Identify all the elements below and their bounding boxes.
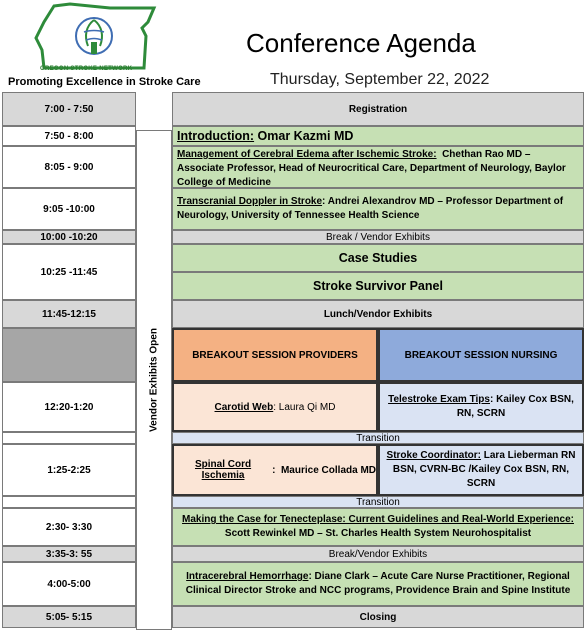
time-cell: 10:25 -11:45	[2, 244, 136, 300]
session-stroke-coordinator	[378, 444, 584, 496]
time-cell: 3:35-3: 55	[2, 546, 136, 562]
session-title: Carotid Web	[214, 401, 274, 413]
session-carotid-web	[172, 382, 378, 432]
session-speaker: : Maurice Collada MD	[272, 464, 376, 476]
time-cell: 2:30- 3:30	[2, 508, 136, 546]
time-cell-empty	[2, 496, 136, 508]
session-transcranial-doppler	[172, 188, 584, 230]
session-title: Transcranial Doppler in Stroke	[177, 196, 323, 207]
lunch-cell: Lunch/Vendor Exhibits	[172, 300, 584, 328]
session-speaker: Chethan Rao MD – Associate Professor, Head of Neurocritical Care, Department of Neurology, Baylor College of Medicine	[177, 149, 569, 188]
time-cell: 7:50 - 8:00	[2, 126, 136, 146]
transition-cell: Transition	[172, 432, 584, 444]
case-studies-cell: Case Studies	[172, 244, 584, 272]
agenda-table	[0, 92, 586, 630]
session-speaker: : Diane Clark – Acute Care Nurse Practitioner, Regional Clinical Director Stroke and NCC programs, Providence Brain and Spine Institute	[185, 571, 571, 596]
session-speaker: Scott Rewinkel MD – St. Charles Health System Neurohospitalist	[224, 528, 532, 539]
time-cell: 7:00 - 7:50	[2, 92, 136, 126]
vendor-exhibits-label: Vendor Exhibits Open	[148, 328, 160, 432]
session-speaker: : Kailey Cox BSN, RN, SCRN	[456, 394, 574, 419]
time-cell: 5:05- 5:15	[2, 606, 136, 628]
session-title: Making the Case for Tenecteplase: Current Guidelines and Real-World Experience:	[182, 514, 574, 525]
session-cerebral-edema	[172, 146, 584, 188]
page-title: Conference Agenda	[246, 28, 476, 58]
logo-text: OREGON STROKE NETWORK	[40, 66, 133, 72]
session-title: Spinal Cord Ischemia	[194, 459, 252, 481]
oregon-state-logo-icon	[14, 2, 162, 76]
session-speaker: : Laura Qi MD	[273, 401, 336, 413]
session-spinal-cord	[172, 444, 378, 496]
survivor-panel-cell: Stroke Survivor Panel	[172, 272, 584, 300]
transition-cell: Transition	[172, 496, 584, 508]
session-title: Introduction:	[177, 129, 255, 143]
session-intracerebral-hemorrhage	[172, 562, 584, 606]
time-cell: 10:00 -10:20	[2, 230, 136, 244]
time-cell-empty	[2, 328, 136, 382]
session-speaker: : Andrei Alexandrov MD – Professor Department of Neurology, University of Tennessee Health Science	[177, 196, 564, 221]
time-cell: 11:45-12:15	[2, 300, 136, 328]
time-cell: 12:20-1:20	[2, 382, 136, 432]
time-cell: 8:05 - 9:00	[2, 146, 136, 188]
session-speaker: Lara Lieberman RN BSN, CVRN-BC /Kailey Cox BSN, RN, SCRN	[392, 450, 576, 489]
breakout-providers-header: BREAKOUT SESSION PROVIDERS	[172, 328, 378, 382]
session-tenecteplase	[172, 508, 584, 546]
session-title: Telestroke Exam Tips	[388, 394, 490, 405]
session-introduction	[172, 126, 584, 146]
time-cell: 1:25-2:25	[2, 444, 136, 496]
session-speaker: Omar Kazmi MD	[254, 129, 354, 143]
session-title: Management of Cerebral Edema after Ischemic Stroke:	[177, 149, 437, 160]
session-title: Stroke Coordinator:	[386, 450, 481, 461]
header	[0, 0, 586, 92]
session-title: Intracerebral Hemorrhage	[186, 571, 309, 582]
tagline: Promoting Excellence in Stroke Care	[8, 76, 201, 88]
logo	[14, 2, 162, 76]
session-telestroke	[378, 382, 584, 432]
breakout-nursing-header: BREAKOUT SESSION NURSING	[378, 328, 584, 382]
time-cell: 4:00-5:00	[2, 562, 136, 606]
break-cell: Break / Vendor Exhibits	[172, 230, 584, 244]
event-date: Thursday, September 22, 2022	[270, 71, 490, 88]
break-cell: Break/Vendor Exhibits	[172, 546, 584, 562]
closing-cell: Closing	[172, 606, 584, 628]
time-cell: 9:05 -10:00	[2, 188, 136, 230]
vendor-exhibits-column	[136, 130, 172, 630]
time-cell-empty	[2, 432, 136, 444]
registration-cell: Registration	[172, 92, 584, 126]
